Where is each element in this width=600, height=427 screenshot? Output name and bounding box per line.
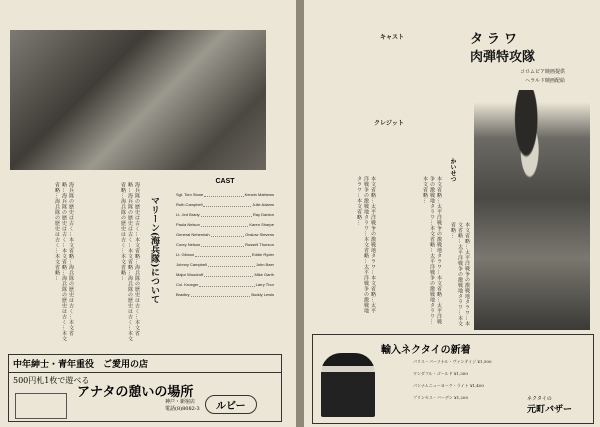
cast-leader-dots	[201, 220, 249, 227]
ad-map	[15, 393, 67, 419]
left-page	[0, 0, 296, 427]
bar-advertisement	[8, 354, 282, 422]
cast-actor: Larry Thor	[255, 282, 274, 287]
cast-row	[176, 290, 274, 300]
ad-address-2: 電話(8)8082-3	[165, 406, 200, 412]
cast-actor: Eddie Ryder	[251, 252, 274, 257]
cast-role: Corey Nelson	[176, 242, 201, 247]
shop-brand-small: ネクタイの	[527, 396, 552, 402]
man-illustration	[321, 353, 375, 417]
ad-big-line: アナタの憩いの場所	[77, 385, 194, 400]
cast-row	[176, 250, 274, 260]
ad-address	[165, 399, 200, 413]
cast-role: Paula Nelson	[176, 222, 200, 227]
ad-address-1: 神戸・新宿店	[165, 399, 196, 405]
necktie-row: パリス・パーソナル・ヴァンテイジ ¥1,500	[413, 359, 492, 364]
cast-heading: CAST	[215, 178, 235, 185]
cast-actor: John Baer	[255, 262, 274, 267]
cast-leader-dots	[199, 280, 254, 287]
cast-actor: Mike Garth	[254, 272, 274, 277]
cast-list	[176, 178, 274, 368]
cast-leader-dots	[195, 250, 251, 257]
cast-role: Sgt. Tom Stone	[176, 192, 204, 197]
cast-actor: Karen Sharpe	[249, 222, 274, 227]
cast-row	[176, 260, 274, 270]
cast-row	[176, 270, 274, 280]
ad-mid-line: 500円札1枚で遊べる	[13, 376, 90, 385]
kaisetsu-heading: かいせつ	[449, 158, 456, 182]
necktie-row: プリンセス・バーデン ¥1,200	[413, 395, 469, 400]
cast-role: Col. Krueger	[176, 282, 199, 287]
cast-role: Lt. Gibson	[176, 252, 195, 257]
ad-logo: ルビー	[205, 395, 257, 414]
left-body-text-2: 海兵隊の歴史は古く…本文省略…海兵隊の歴史は古く…本文省略…海兵隊の歴史は古く…本文省略…海兵隊の歴史は古く…本文省略…海兵隊の歴史は古く…本文省略…	[120, 182, 140, 342]
distributor-info	[520, 68, 565, 86]
film-title-line2: 肉弾特攻隊	[470, 50, 536, 65]
shop-brand-name: 元町バザー	[527, 405, 573, 415]
cast-row	[176, 230, 274, 240]
cast-row	[176, 280, 274, 290]
gutter	[296, 0, 304, 427]
soldiers-photo	[10, 30, 266, 170]
cast-actor: Buddy Lewis	[251, 292, 274, 297]
film-title-line1: タラワ	[470, 32, 522, 47]
cast-role: Ruth Campbell	[176, 202, 203, 207]
left-body-text-1: 海兵隊の歴史は古く…本文省略…海兵隊の歴史は古く…本文省略…海兵隊の歴史は古く…本文省略…海兵隊の歴史は古く…本文省略…海兵隊の歴史は古く…本文省略…	[54, 182, 74, 342]
right-body-text-3: 本文省略…太平洋戦争の激戦地タラワ…本文省略…太平洋戦争の激戦地タラワ…本文省略…	[450, 222, 470, 327]
shop-brand	[527, 395, 572, 415]
cast-leader-dots	[211, 230, 245, 237]
necktie-advertisement	[312, 334, 594, 424]
cast-row	[176, 210, 274, 220]
cast-actor: Ray Danton	[252, 212, 274, 217]
cast-leader-dots	[204, 270, 253, 277]
soldier-photo	[474, 90, 590, 330]
cast-row	[176, 190, 274, 200]
marine-heading: マリーン(海兵隊)について	[149, 196, 159, 304]
necktie-ad-title: 輸入ネクタイの新着	[381, 345, 471, 356]
cast-leader-dots	[191, 290, 251, 297]
necktie-row: パンナムニューヨーク・ライト ¥1,400	[413, 383, 484, 388]
necktie-row: ワンダフル・ゴールド ¥1,300	[413, 371, 468, 376]
cast-leader-dots	[204, 190, 243, 197]
cast-role: Johnny Campbell	[176, 262, 207, 267]
cast-actor: Kerwin Mathews	[244, 192, 274, 197]
right-body-text-1: 本文省略…太平洋戦争の激戦地タラワ…本文省略…太平洋戦争の激戦地タラワ…本文省略…太平洋戦争の激戦地タラワ…本文省略…	[356, 176, 376, 314]
cast-leader-dots	[201, 240, 244, 247]
cast-leader-dots	[208, 260, 255, 267]
cast-role: General Nehemiah	[176, 232, 210, 237]
cast-actor: Julie Adams	[252, 202, 274, 207]
cast-leader-dots	[201, 210, 252, 217]
cast-actor: Onslow Stevens	[245, 232, 274, 237]
cast-row	[176, 220, 274, 230]
cast-row	[176, 200, 274, 210]
cast-row	[176, 240, 274, 250]
cast-leader-dots	[203, 200, 251, 207]
cast-role: Lt. Jed Brady	[176, 212, 200, 217]
cast-role: Major Woodruff	[176, 272, 204, 277]
distributor-2: ヘラルド映画配給	[525, 78, 566, 84]
cast-actor: Russell Thorson	[245, 242, 274, 247]
credits-title: クレジット	[374, 120, 404, 127]
cast-title-jp: キャスト	[380, 34, 405, 41]
right-body-text-2: 本文省略…太平洋戦争の激戦地タラワ…本文省略…太平洋戦争の激戦地タラワ…本文省略…太平洋戦争の激戦地タラワ…本文省略…	[422, 176, 442, 325]
distributor-1: コロムビア映画提供	[520, 69, 566, 75]
cast-role: Bradley	[176, 292, 190, 297]
ad-top-line: 中年紳士・青年重役 ご愛用の店	[9, 355, 281, 373]
